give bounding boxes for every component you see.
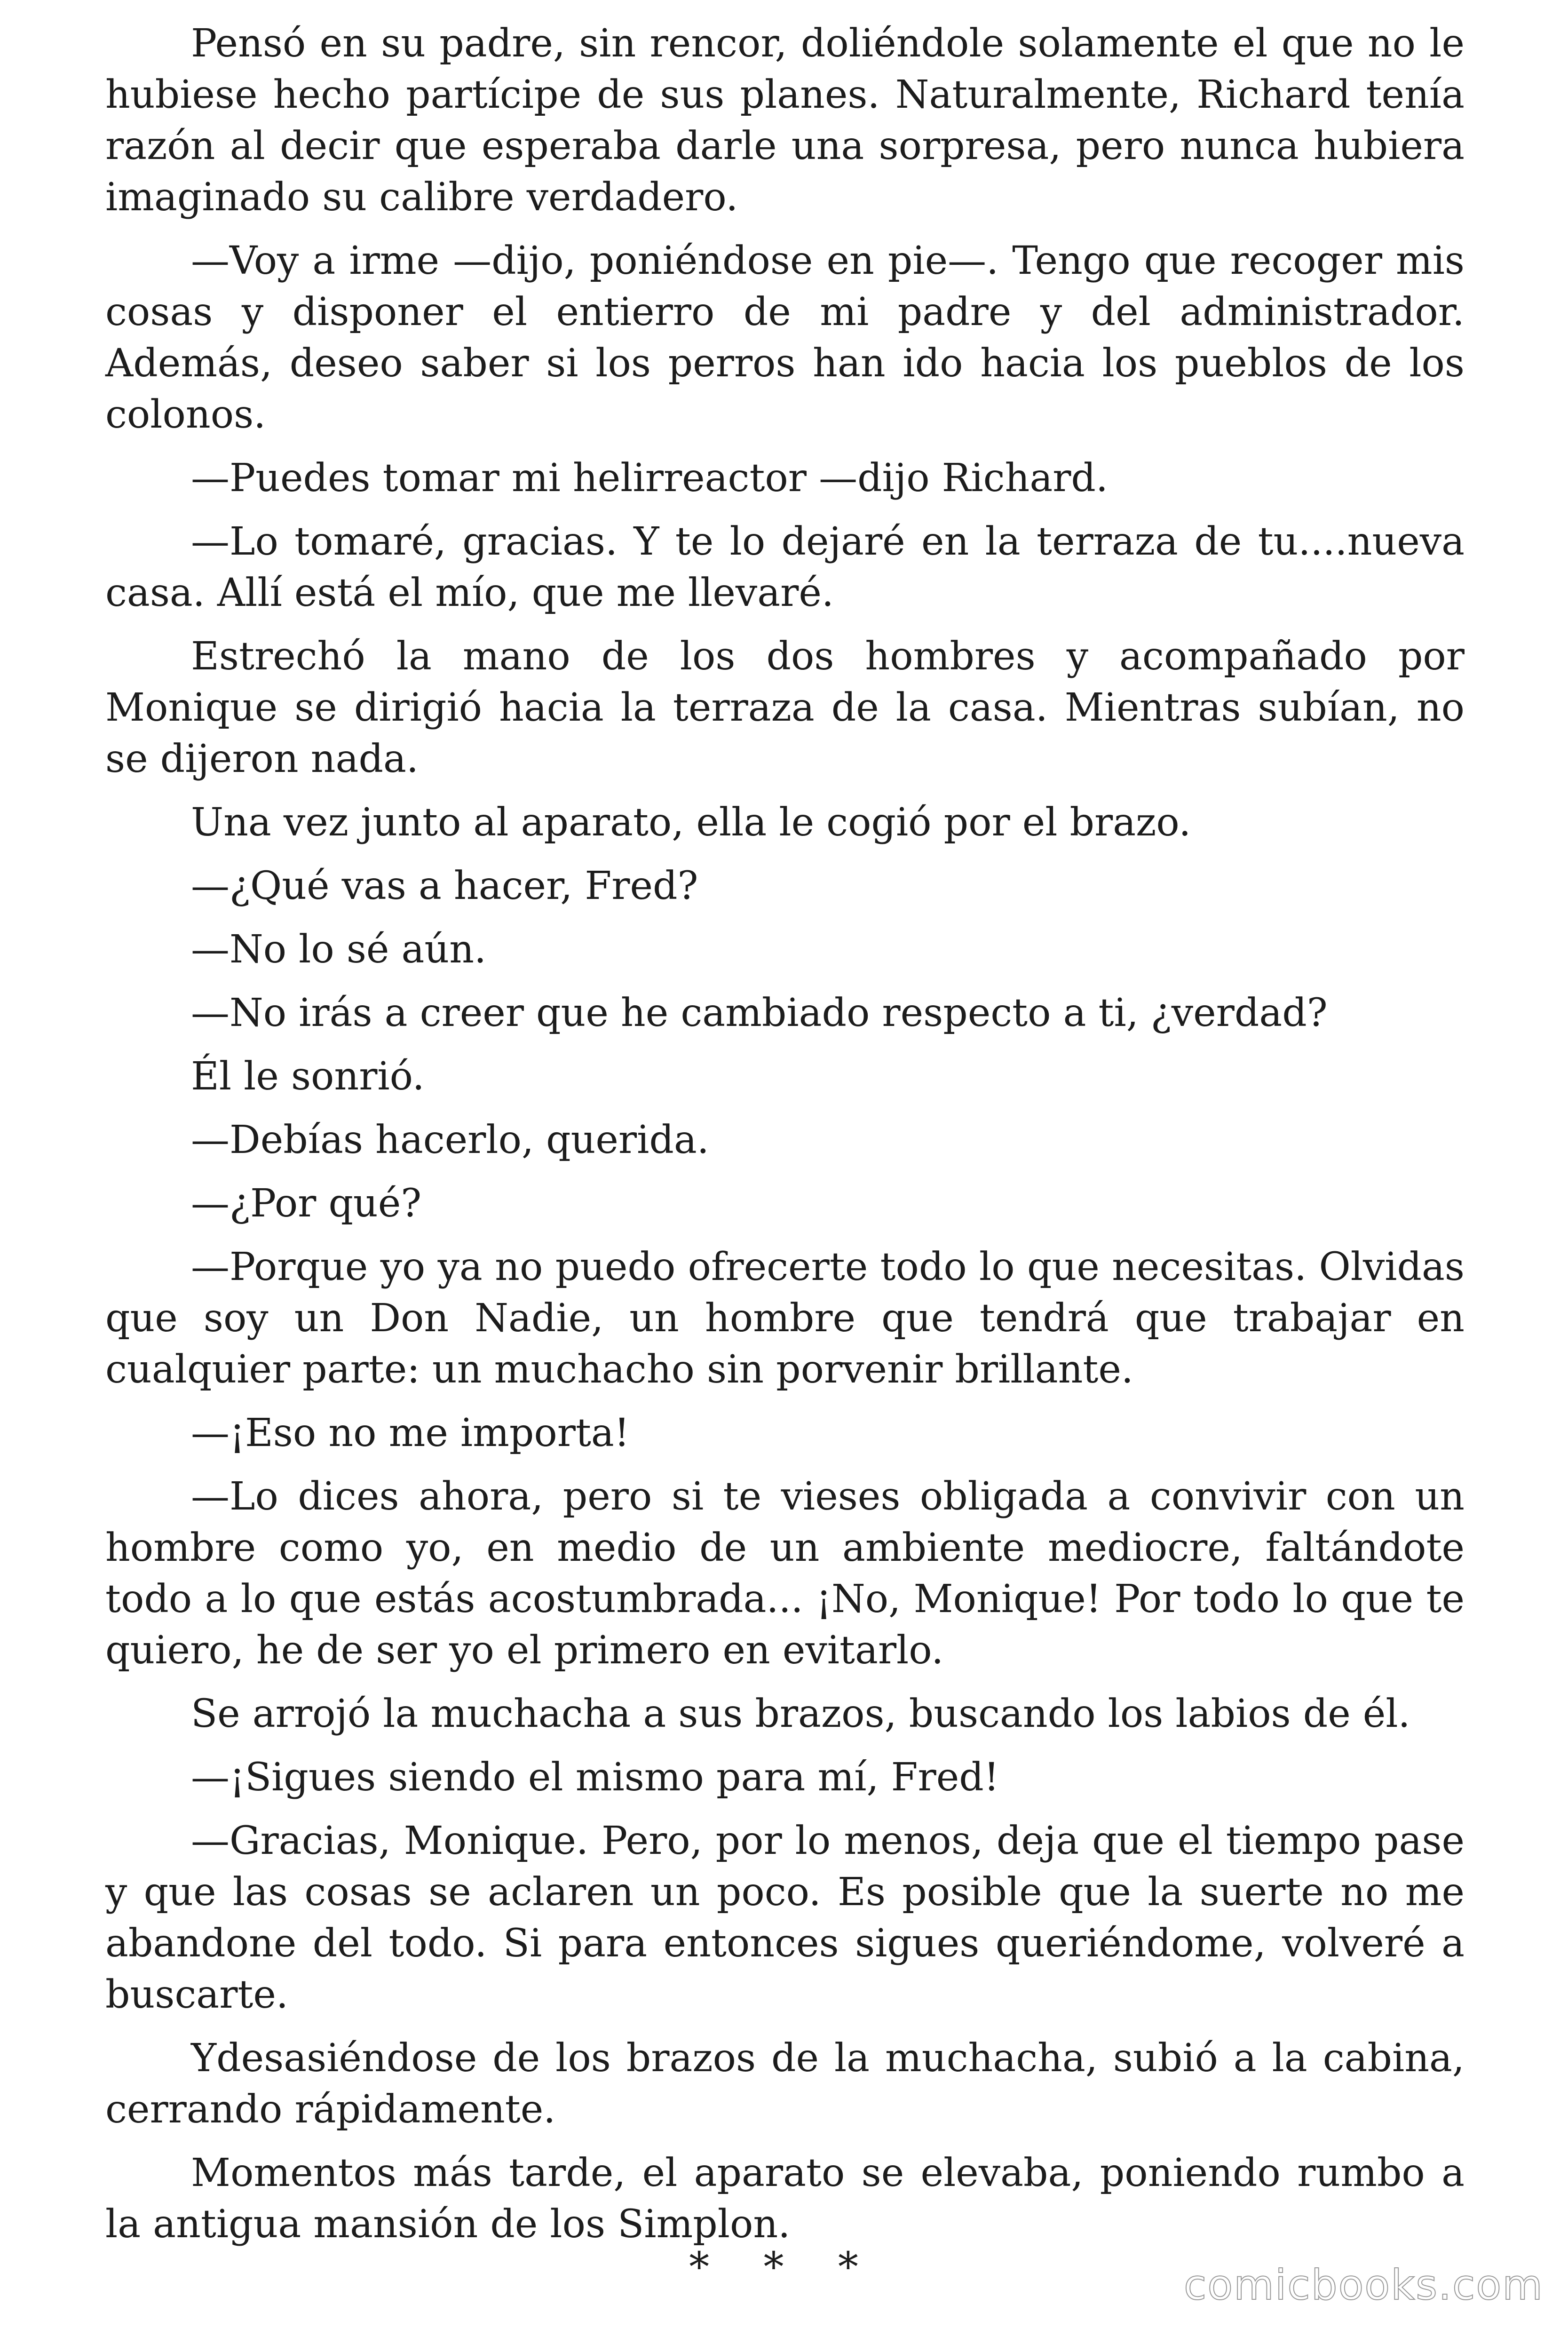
paragraph: —Voy a irme —dijo, poniéndose en pie—. Tengo que recoger mis cosas y disponer el entierro de mi padre y del administrador. Además, deseo saber si los perros han ido hacia los pueblos de los colonos. (105, 238, 1465, 437)
paragraph: —Lo dices ahora, pero si te vieses obligada a convivir con un hombre como yo, en medio de un ambiente mediocre, faltándote todo a lo que estás acostumbrada... ¡No, Monique! Por todo lo que te quiero, he de ser yo el primero en evitarlo. (105, 1474, 1465, 1673)
paragraph: —¡Sigues siendo el mismo para mí, Fred! (191, 1755, 999, 1800)
paragraph: —Gracias, Monique. Pero, por lo menos, deja que el tiempo pase y que las cosas se aclaren un poco. Es posible que la suerte no me abandone del todo. Si para entonces sigues queriéndome, volveré a buscarte. (105, 1819, 1465, 2017)
paragraph: Momentos más tarde, el aparato se elevaba, poniendo rumbo a la antigua mansión de los Simplon. (105, 2151, 1465, 2247)
paragraph: —No irás a creer que he cambiado respecto a ti, ¿verdad? (191, 991, 1328, 1035)
paragraph: —No lo sé aún. (191, 927, 487, 972)
paragraph: —¡Eso no me importa! (191, 1411, 630, 1455)
paragraph: —¿Qué vas a hacer, Fred? (191, 864, 698, 908)
paragraph: Estrechó la mano de los dos hombres y acompañado por Monique se dirigió hacia la terraza de la casa. Mientras subían, no se dijeron nada. (105, 634, 1465, 781)
paragraph: —Porque yo ya no puedo ofrecerte todo lo que necesitas. Olvidas que soy un Don Nadie, un hombre que tendrá que trabajar en cualquier parte: un muchacho sin porvenir brillante. (105, 1245, 1465, 1392)
text-column (105, 18, 1465, 2262)
paragraph: Pensó en su padre, sin rencor, doliéndole solamente el que no le hubiese hecho partícipe de sus planes. Naturalmente, Richard tenía razón al decir que esperaba darle una sorpresa, pero nunca hubiera imaginado su calibre verdadero. (105, 21, 1465, 220)
paragraph: Se arrojó la muchacha a sus brazos, buscando los labios de él. (191, 1692, 1410, 1736)
paragraph: —Lo tomaré, gracias. Y te lo dejaré en la terraza de tu....nueva casa. Allí está el mío, que me llevaré. (105, 519, 1465, 615)
paragraph: Ydesasiéndose de los brazos de la muchacha, subió a la cabina, cerrando rápidamente. (105, 2036, 1465, 2132)
paragraph: —Debías hacerlo, querida. (191, 1118, 709, 1162)
paragraph: —Puedes tomar mi helirreactor —dijo Richard. (191, 456, 1108, 501)
paragraph: —¿Por qué? (191, 1181, 422, 1226)
paragraph: Él le sonrió. (191, 1054, 425, 1099)
paragraph: Una vez junto al aparato, ella le cogió por el brazo. (191, 800, 1191, 845)
watermark: comicbooks.com (1183, 2261, 1544, 2309)
scene-break: * * * (689, 2244, 879, 2291)
